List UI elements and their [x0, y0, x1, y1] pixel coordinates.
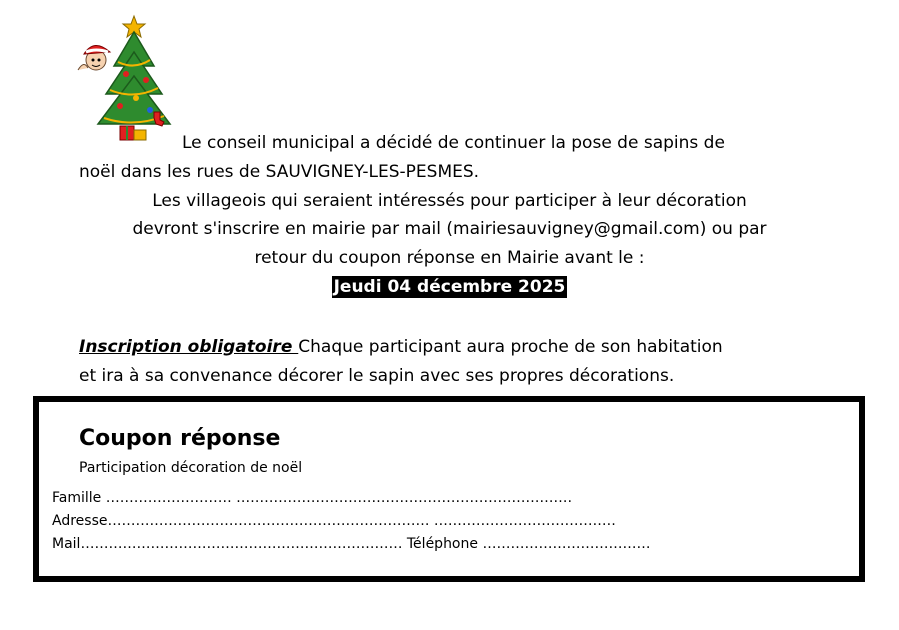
adresse-field[interactable]: Adresse…………………………………………………………… ………………………………… [52, 513, 616, 529]
coupon-box [33, 396, 865, 582]
intro-line-1: Le conseil municipal a décidé de continuer la pose de sapins de [182, 133, 725, 153]
intro-line-4: devront s'inscrire en mairie par mail (mairiesauvigney@gmail.com) ou par [132, 219, 767, 239]
coupon-subtitle: Participation décoration de noël [79, 460, 303, 476]
inscription-line-1 [79, 337, 723, 357]
intro-line-2: noël dans les rues de SAUVIGNEY-LES-PESMES. [79, 162, 480, 182]
deadline-date: Jeudi 04 décembre 2025 [333, 277, 566, 297]
deadline-date-wrap [0, 276, 899, 298]
christmas-tree-elf-icon [76, 14, 180, 150]
inscription-line-2: et ira à sa convenance décorer le sapin avec ses propres décorations. [79, 366, 675, 386]
inscription-label: Inscription obligatoire [79, 337, 299, 357]
famille-field[interactable]: Famille ……………………… ……………………………………………………………… [52, 490, 573, 506]
coupon-title: Coupon réponse [79, 426, 281, 451]
mail-telephone-field[interactable]: Mail…………………………………………………………… Téléphone ……………………………… [52, 536, 651, 552]
inscription-text-1: Chaque participant aura proche de son habitation [298, 337, 723, 357]
intro-line-5: retour du coupon réponse en Mairie avant le : [254, 248, 645, 268]
intro-line-3: Les villageois qui seraient intéressés pour participer à leur décoration [152, 191, 747, 211]
